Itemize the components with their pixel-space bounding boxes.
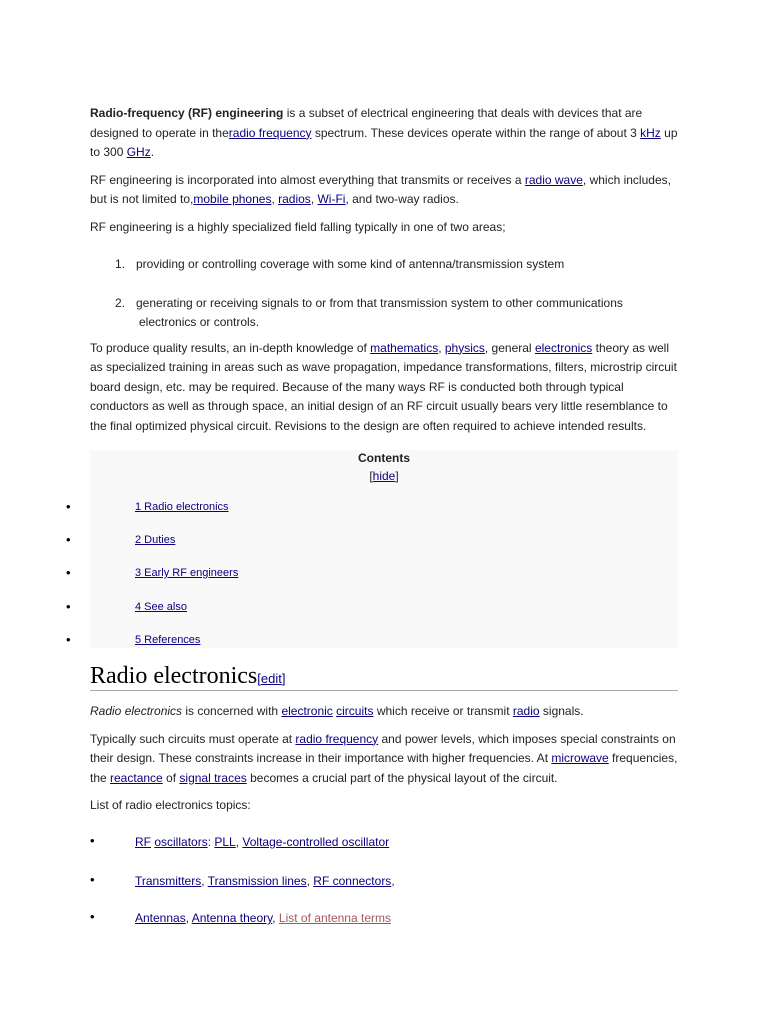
link-mobile-phones[interactable]: mobile phones — [193, 192, 272, 206]
toc-title: Contents — [358, 451, 410, 465]
link-list-of-antenna-terms[interactable]: List of antenna terms — [278, 911, 391, 925]
text-run: of — [162, 770, 180, 785]
bullet-icon: • — [90, 872, 95, 887]
link-physics[interactable]: physics — [444, 340, 485, 355]
intro-paragraph-3: RF engineering is a highly specialized field falling typically in one of two areas; — [90, 219, 506, 234]
intro-paragraph-1 — [90, 104, 680, 163]
toc-item-early-rf-engineers[interactable]: 3 Early RF engineers — [135, 567, 239, 579]
list-item-text: providing or controlling coverage with some kind of antenna/transmission system — [136, 257, 565, 271]
table-of-contents — [90, 450, 678, 648]
text-run: , — [310, 192, 318, 206]
separator: , — [306, 874, 314, 888]
link-radio-frequency-2[interactable]: radio frequency — [295, 731, 379, 746]
separator: , — [201, 874, 208, 888]
text-run: frequencies, the — [90, 751, 678, 785]
text-run: theory as well as specialized training in areas such as wave propagation, impedance transformations, filters, microstrip circuit board design, etc. may be required. Because of the many ways RF is conducted both through typical conductors as well as through space, an initial design of an RF circuit usually bears very little resemblance to the final optimized physical circuit. Revisions to the design are often required to achieve intended results. — [90, 340, 677, 433]
text-run: , and two-way radios. — [345, 192, 459, 206]
link-transmission-lines[interactable]: Transmission lines — [207, 874, 307, 888]
list-number: 1. — [115, 257, 126, 271]
bullet-icon: • — [90, 909, 95, 924]
section-paragraph-1 — [90, 702, 680, 722]
link-antennas[interactable]: Antennas — [135, 911, 186, 925]
text-run: is concerned with — [182, 704, 282, 718]
link-microwave[interactable]: microwave — [551, 751, 609, 765]
link-signal-traces[interactable]: signal traces — [179, 770, 247, 785]
bullet-icon: • — [90, 833, 95, 848]
text-run: signals. — [539, 704, 584, 718]
list-item — [90, 294, 680, 333]
topic-item-oscillators — [135, 835, 389, 849]
list-item-text: generating or receiving signals to or from that transmission system to other communications — [136, 295, 623, 310]
toc-hide-link[interactable]: hide — [372, 469, 396, 483]
separator: , — [235, 835, 243, 849]
link-rf[interactable]: RF — [135, 835, 151, 849]
link-radio-wave[interactable]: radio wave — [524, 172, 583, 187]
bullet-icon: • — [66, 632, 71, 647]
text-run: up to 300 — [90, 125, 678, 159]
link-electronic[interactable]: electronic — [281, 704, 333, 718]
toc-hide-toggle — [90, 468, 678, 484]
edit-section — [257, 671, 285, 686]
link-reactance[interactable]: reactance — [110, 770, 163, 785]
topic-item-transmitters — [135, 874, 395, 888]
link-mathematics[interactable]: mathematics — [370, 340, 439, 355]
link-radios[interactable]: radios — [278, 192, 311, 206]
bullet-icon: • — [66, 499, 71, 514]
link-pll[interactable]: PLL — [214, 835, 236, 849]
link-rf-connectors[interactable]: RF connectors — [313, 874, 392, 888]
intro-paragraph-2 — [90, 171, 680, 210]
bracket: [ — [369, 469, 373, 483]
bracket: [ — [257, 671, 261, 686]
bullet-icon: • — [66, 599, 71, 614]
text-run: , — [271, 192, 279, 206]
section-paragraph-3: List of radio electronics topics: — [90, 798, 251, 812]
link-antenna-theory[interactable]: Antenna theory — [191, 911, 273, 925]
section-paragraph-2 — [90, 730, 680, 789]
text-run: . — [150, 145, 155, 159]
link-circuits[interactable]: circuits — [336, 704, 374, 718]
toc-item-radio-electronics[interactable]: 1 Radio electronics — [135, 501, 229, 513]
text-run: , which includes, but is not limited to, — [90, 172, 671, 206]
bracket: ] — [281, 671, 286, 686]
toc-item-see-also[interactable]: 4 See also — [135, 601, 187, 613]
intro-paragraph-4 — [90, 339, 680, 437]
text-run: RF engineering is incorporated into almost everything that transmits or receives a — [90, 172, 525, 187]
text-run: and power levels, which imposes special constraints on their design. These constraints increase in their importance with higher frequencies. At — [90, 731, 676, 765]
link-oscillators[interactable]: oscillators — [154, 835, 208, 849]
link-radio[interactable]: radio — [512, 704, 540, 718]
text-run: spectrum. These devices operate within the range of about 3 — [311, 125, 641, 140]
text-run: becomes a crucial part of the physical layout of the circuit. — [246, 770, 558, 785]
intro-bold-term: Radio-frequency (RF) engineering — [90, 106, 284, 120]
link-radio-frequency[interactable]: radio frequency — [228, 125, 312, 140]
link-transmitters[interactable]: Transmitters — [135, 874, 202, 888]
separator: : — [207, 835, 215, 849]
areas-list — [90, 255, 680, 333]
link-ghz[interactable]: GHz — [126, 145, 151, 159]
bullet-icon: • — [66, 565, 71, 580]
edit-link[interactable]: edit — [260, 671, 282, 686]
separator: , — [185, 911, 192, 925]
toc-item-references[interactable]: 5 References — [135, 634, 201, 646]
text-run: To produce quality results, an in-depth knowledge of — [90, 340, 371, 355]
separator: , — [272, 911, 279, 925]
section-body — [90, 702, 680, 816]
link-vco[interactable]: Voltage-controlled oscillator — [242, 835, 390, 849]
section-heading-radio-electronics — [90, 662, 678, 691]
bullet-icon: • — [66, 532, 71, 547]
link-electronics[interactable]: electronics — [534, 340, 593, 355]
text-run: , — [438, 340, 445, 355]
list-number: 2. — [115, 295, 126, 310]
section-heading-text: Radio electronics — [90, 663, 258, 689]
text-run: , general — [484, 340, 535, 355]
text-run: is a subset of electrical engineering that deals with devices that are designed to operate in the — [90, 106, 643, 140]
article-intro — [90, 104, 680, 436]
text-run: Typically such circuits must operate at — [90, 731, 296, 746]
link-wi-fi[interactable]: Wi-Fi — [317, 192, 346, 206]
list-item — [90, 255, 680, 275]
italic-term: Radio electronics — [90, 704, 183, 718]
separator: , — [391, 874, 395, 888]
list-item-text-continued: electronics or controls. — [139, 315, 260, 329]
topic-item-antennas — [135, 911, 391, 925]
bracket: ] — [395, 469, 399, 483]
text-run: which receive or transmit — [373, 704, 513, 718]
toc-item-duties[interactable]: 2 Duties — [135, 534, 176, 546]
link-khz[interactable]: kHz — [640, 125, 661, 140]
